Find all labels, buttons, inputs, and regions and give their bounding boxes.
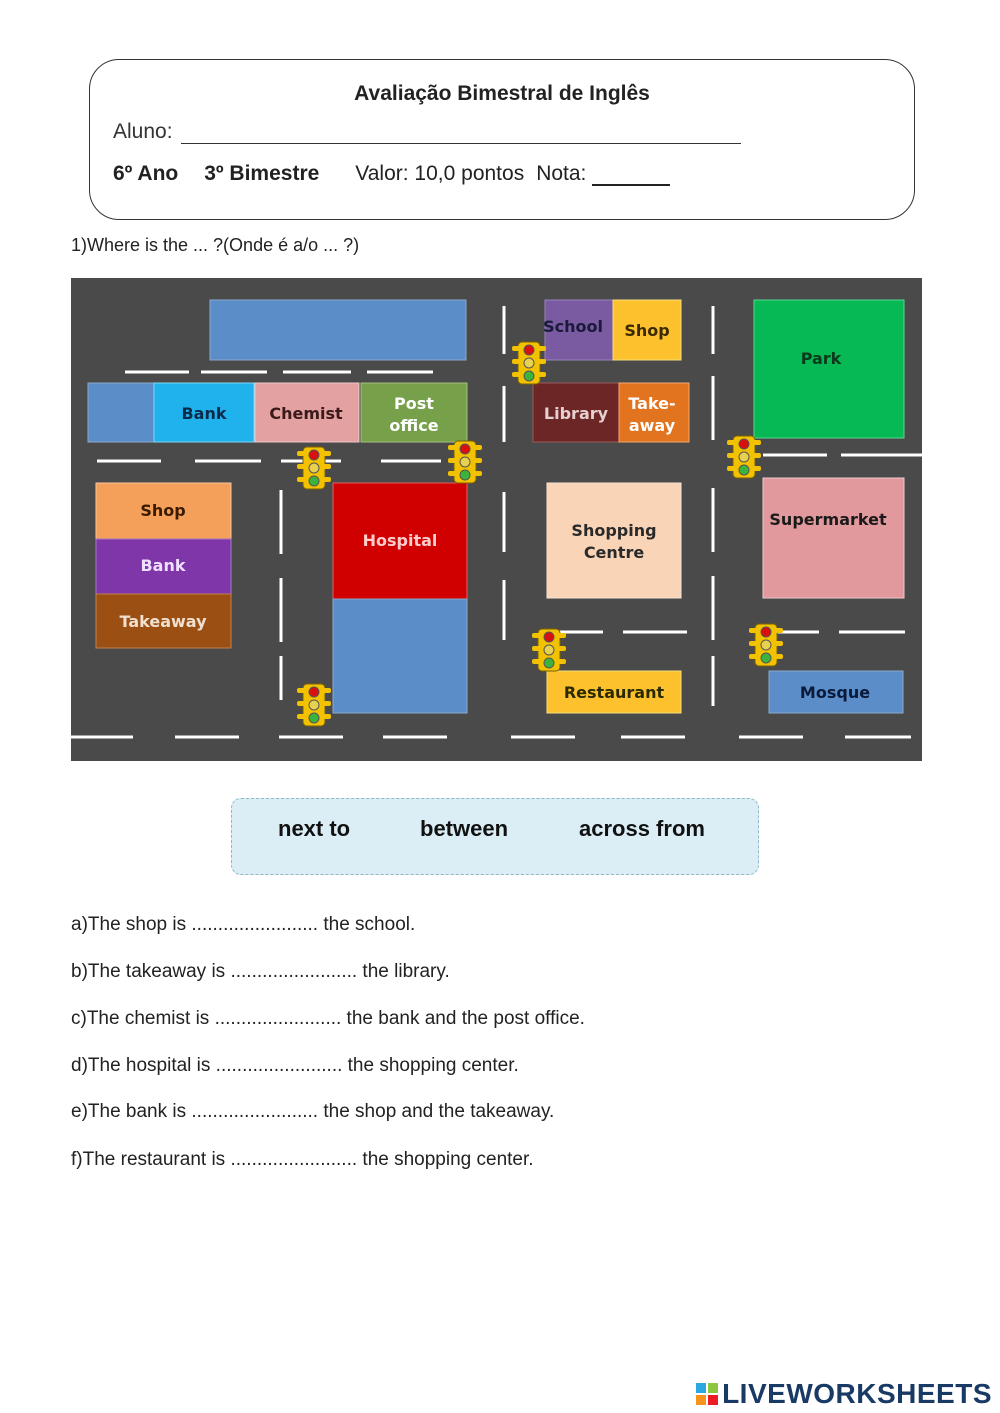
word-next-to[interactable]: next to: [278, 816, 351, 841]
mosque-label: Mosque: [799, 683, 871, 702]
park-label: Park: [800, 349, 842, 368]
value-text: Valor: 10,0 pontos: [355, 162, 525, 185]
sentence-d: d)The hospital is ........................ the shopping center.: [71, 1055, 519, 1076]
student-name-field[interactable]: [181, 121, 741, 144]
shopping-centre-label-2: Centre: [583, 543, 645, 562]
bank-left-label: Bank: [140, 556, 186, 575]
sentence-a: a)The shop is ........................ the school.: [71, 914, 416, 935]
supermarket-label: Supermarket: [769, 510, 887, 529]
library-label: Library: [543, 404, 609, 423]
question-text: 1)Where is the ... ?(Onde é a/o ... ?): [71, 235, 360, 255]
info-line: [113, 162, 670, 186]
post-office-label-2: office: [389, 416, 439, 435]
takeaway-top-label-2: away: [628, 416, 676, 435]
takeaway-top-label-1: Take-: [628, 394, 676, 413]
chemist-label: Chemist: [269, 404, 343, 423]
blank-building-left: [88, 383, 154, 442]
word-bank: [231, 798, 759, 875]
hospital-label: Hospital: [362, 531, 438, 550]
sentence-b: b)The takeaway is ........................ the library.: [71, 961, 450, 982]
town-map: [71, 278, 922, 761]
word-across-from[interactable]: across from: [579, 816, 705, 841]
grade-text: 6º Ano: [113, 162, 179, 185]
word-between[interactable]: between: [420, 816, 509, 841]
shopping-centre-label-1: Shopping: [571, 521, 657, 540]
restaurant-label: Restaurant: [563, 683, 665, 702]
page-title: Avaliação Bimestral de Inglês: [354, 82, 650, 105]
logo-text: LIVEWORKSHEETS: [722, 1378, 992, 1409]
park-building: [754, 300, 904, 438]
bank-top-label: Bank: [181, 404, 227, 423]
header-box: [89, 59, 915, 220]
shop-top-label: Shop: [624, 321, 670, 340]
student-label: Aluno:: [113, 120, 173, 143]
post-office-label-1: Post: [394, 394, 434, 413]
sentence-f: f)The restaurant is ........................ the shopping center.: [71, 1149, 534, 1170]
blank-building-bottom: [333, 599, 467, 713]
score-field[interactable]: [592, 162, 670, 186]
blank-building-top: [210, 300, 466, 360]
logo-icon: [696, 1383, 718, 1405]
term-text: 3º Bimestre: [204, 162, 320, 185]
shopping-centre-building: [547, 483, 681, 598]
town-map-svg: [71, 278, 922, 761]
school-label: School: [543, 317, 603, 336]
sentence-c: c)The chemist is ........................ the bank and the post office.: [71, 1008, 585, 1029]
liveworksheets-logo: [696, 1378, 992, 1410]
supermarket-building: [763, 478, 904, 598]
student-line: [113, 120, 741, 144]
sentence-e: e)The bank is ........................ the shop and the takeaway.: [71, 1101, 555, 1122]
takeaway-left-label: Takeaway: [119, 612, 207, 631]
score-label: Nota:: [536, 162, 587, 185]
shop-left-label: Shop: [140, 501, 186, 520]
